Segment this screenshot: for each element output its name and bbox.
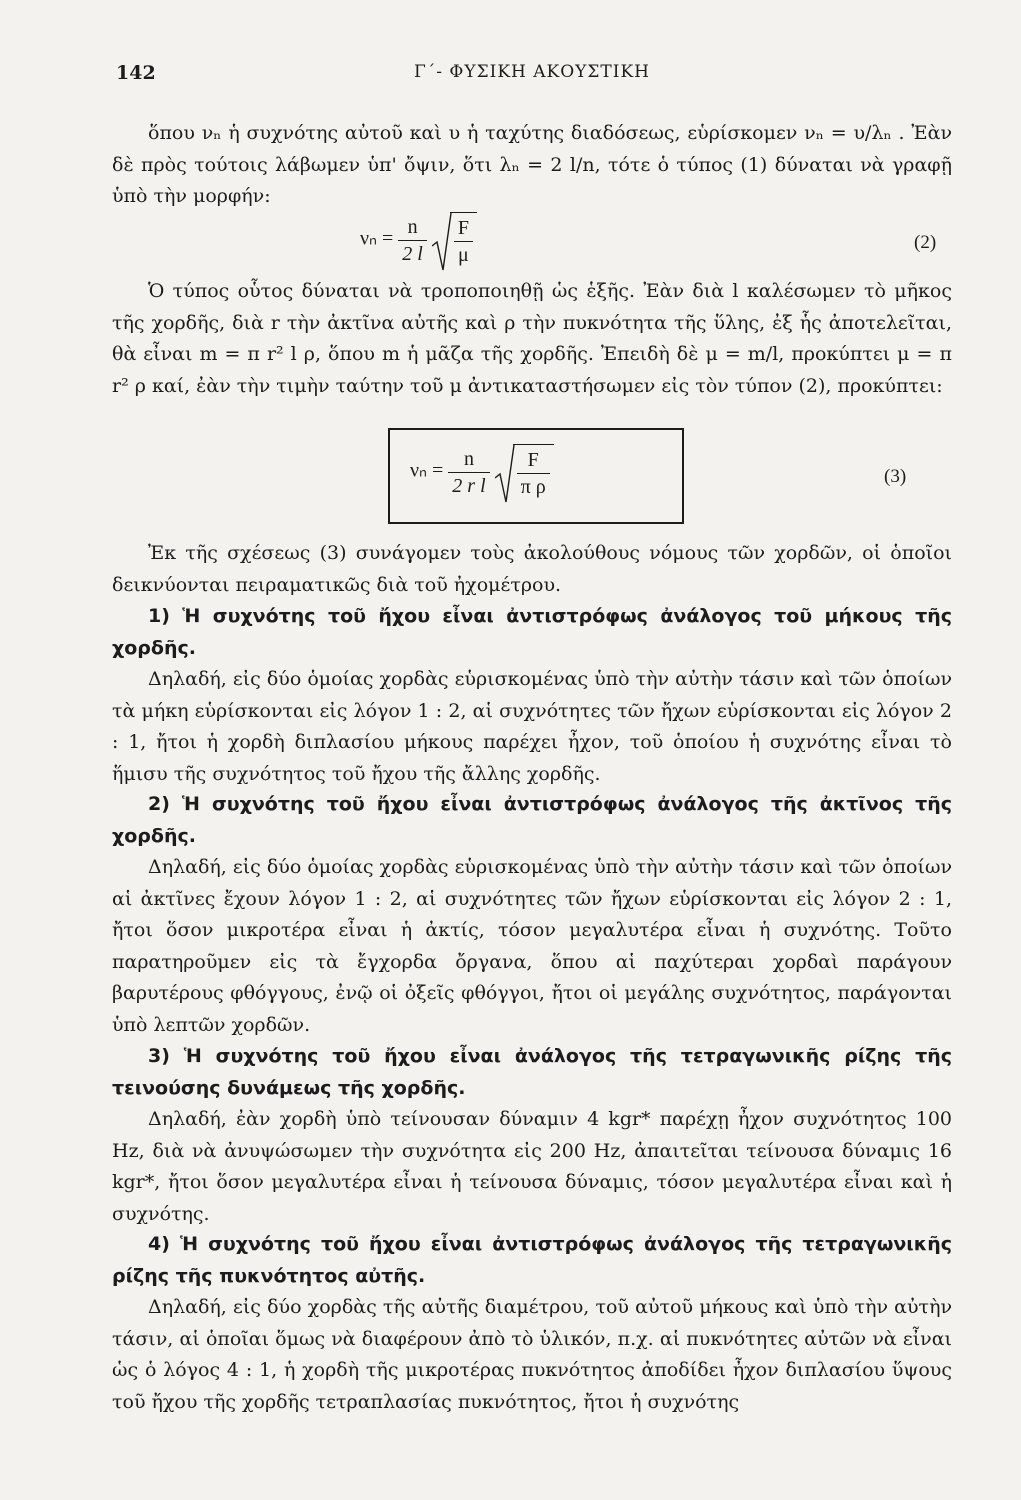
paragraph-derivation bbox=[112, 276, 952, 402]
square-root bbox=[495, 444, 554, 500]
law-title: 3) Ἡ συχνότης τοῦ ἤχου εἶναι ἀνάλογος τῆς τετραγωνικῆς ρίζης τῆς τεινούσης δυνάμεως τῆς χορδῆς. bbox=[112, 1045, 952, 1099]
page-header bbox=[112, 62, 952, 92]
formula-lhs: νₙ = bbox=[360, 227, 394, 250]
fraction-numerator: n bbox=[398, 214, 427, 241]
fraction-numerator: n bbox=[448, 446, 489, 473]
law-body: Δηλαδή, εἰς δύο χορδὰς τῆς αὐτῆς διαμέτρου, τοῦ αὐτοῦ μήκους καὶ ὑπὸ τὴν αὐτὴν τάσιν, αἱ ὁποῖαι ὅμως νὰ διαφέρουν ἀπὸ τὸ ὑλικόν, π.χ. αἱ πυκνότητες αὐτῶν νὰ εἶναι ὡς ὁ λόγος 4 : 1, ἡ χορδὴ τῆς μικροτέρας πυκνότητος ἀποδίδει ἦχον διπλασίου ὕψους τοῦ ἤχου τῆς χορδῆς τετραπλασίας πυκνότητος, ἤτοι ἡ συχνότης bbox=[112, 1296, 952, 1413]
law-title: 1) Ἡ συχνότης τοῦ ἤχου εἶναι ἀντιστρόφως ἀνάλογος τοῦ μήκους τῆς χορδῆς. bbox=[112, 605, 952, 659]
page-number: 142 bbox=[116, 62, 156, 84]
fraction bbox=[398, 214, 427, 267]
law-3 bbox=[112, 1040, 952, 1230]
law-body: Δηλαδή, εἰς δύο ὁμοίας χορδὰς εὑρισκομένας ὑπὸ τὴν αὐτὴν τάσιν καὶ τῶν ὁποίων τὰ μήκη εὑρίσκονται εἰς λόγον 1 : 2, αἱ συχνότητες τῶν ἤχων εὑρίσκονται εἰς λόγον 2 : 1, ἤτοι ἡ χορδὴ διπλασίου μήκους παρέχει ἦχον, τοῦ ὁποίου ἡ συχνότης εἶναι τὸ ἥμισυ τῆς συχνότητος τοῦ ἤχου τῆς ἄλλης χορδῆς. bbox=[112, 668, 952, 785]
radicand-denominator: π ρ bbox=[520, 476, 546, 498]
radicand-fraction bbox=[517, 447, 550, 500]
law-body: Δηλαδή, εἰς δύο ὁμοίας χορδὰς εὑρισκομένας ὑπὸ τὴν αὐτὴν τάσιν καὶ τῶν ὁποίων αἱ ἀκτῖνες ἔχουν λόγον 1 : 2, αἱ συχνότητες τῶν ἤχων εὑρίσκονται εἰς λόγον 2 : 1, ἤτοι ὅσον μικροτέρα εἶναι ἡ ἀκτίς, τόσον μεγαλυτέρα εἶναι ἡ συχνότης. Τοῦτο παρατηροῦμεν εἰς τὰ ἔγχορδα ὄργανα, ὅπου αἱ παχύτεραι χορδαὶ παράγουν βαρυτέρους φθόγγους, ἐνῷ οἱ ὀξεῖς φθόγγοι, ἤτοι οἱ μεγάλης συχνότητος, παράγονται ὑπὸ λεπτῶν χορδῶν. bbox=[112, 856, 952, 1036]
formula-3 bbox=[410, 444, 554, 500]
law-title: 2) Ἡ συχνότης τοῦ ἤχου εἶναι ἀντιστρόφως ἀνάλογος τῆς ἀκτῖνος τῆς χορδῆς. bbox=[112, 793, 952, 847]
fraction-denominator: 2 l bbox=[402, 242, 423, 265]
equation-number-2: (2) bbox=[914, 232, 937, 253]
fraction-denominator: 2 r l bbox=[452, 474, 486, 497]
formula-lhs: νₙ = bbox=[410, 459, 444, 482]
radicand-numerator: F bbox=[517, 447, 550, 474]
fraction bbox=[448, 446, 489, 499]
formula-2 bbox=[360, 212, 477, 268]
paragraph-intro bbox=[112, 118, 952, 213]
law-4 bbox=[112, 1228, 952, 1418]
radicand-fraction bbox=[454, 215, 473, 268]
radicand-denominator: μ bbox=[458, 244, 469, 266]
equation-number-3: (3) bbox=[884, 466, 907, 487]
square-root bbox=[432, 212, 477, 268]
law-1 bbox=[112, 600, 952, 790]
radical-sign-icon bbox=[495, 444, 515, 504]
paragraph-laws-intro bbox=[112, 538, 952, 601]
paragraph-text: ὅπου νₙ ἡ συχνότης αὐτοῦ καὶ υ ἡ ταχύτης διαδόσεως, εὑρίσκομεν νₙ = υ/λₙ . Ἐὰν δὲ πρὸς τούτοις λάβωμεν ὑπ' ὄψιν, ὅτι λₙ = 2 l/n, τότε ὁ τύπος (1) δύναται νὰ γραφῇ ὑπὸ τὴν μορφήν: bbox=[112, 122, 952, 207]
running-title: Γ΄- ΦΥΣΙΚΗ ΑΚΟΥΣΤΙΚΗ bbox=[413, 62, 650, 82]
paragraph-text: Ἐκ τῆς σχέσεως (3) συνάγομεν τοὺς ἀκολούθους νόμους τῶν χορδῶν, οἱ ὁποῖοι δεικνύονται πειραματικῶς διὰ τοῦ ἠχομέτρου. bbox=[112, 542, 952, 596]
paragraph-text: Ὁ τύπος οὗτος δύναται νὰ τροποποιηθῇ ὡς ἑξῆς. Ἐὰν διὰ l καλέσωμεν τὸ μῆκος τῆς χορδῆς, διὰ r τὴν ἀκτῖνα αὐτῆς καὶ ρ τὴν πυκνότητα τῆς ὕλης, ἐξ ἧς ἀποτελεῖται, θὰ εἶναι m = π r² l ρ, ὅπου m ἡ μᾶζα τῆς χορδῆς. Ἐπειδὴ δὲ μ = m/l, προκύπτει μ = π r² ρ καί, ἐὰν τὴν τιμὴν ταύτην τοῦ μ ἀντικαταστήσωμεν εἰς τὸν τύπον (2), προκύπτει: bbox=[112, 280, 952, 397]
radical-sign-icon bbox=[432, 212, 452, 272]
law-title: 4) Ἡ συχνότης τοῦ ἤχου εἶναι ἀντιστρόφως ἀνάλογος τῆς τετραγωνικῆς ρίζης τῆς πυκνότητος αὐτῆς. bbox=[112, 1233, 952, 1287]
radicand-numerator: F bbox=[454, 215, 473, 242]
law-2 bbox=[112, 788, 952, 1041]
law-body: Δηλαδή, ἐὰν χορδὴ ὑπὸ τείνουσαν δύναμιν 4 kgr* παρέχῃ ἦχον συχνότητος 100 Hz, διὰ νὰ ἀνυψώσωμεν τὴν συχνότητα εἰς 200 Hz, ἀπαιτεῖται τείνουσα δύναμις 16 kgr*, ἤτοι ὅσον μεγαλυτέρα εἶναι ἡ τείνουσα δύναμις, τόσον μεγαλυτέρα εἶναι καὶ ἡ συχνότης. bbox=[112, 1108, 952, 1225]
